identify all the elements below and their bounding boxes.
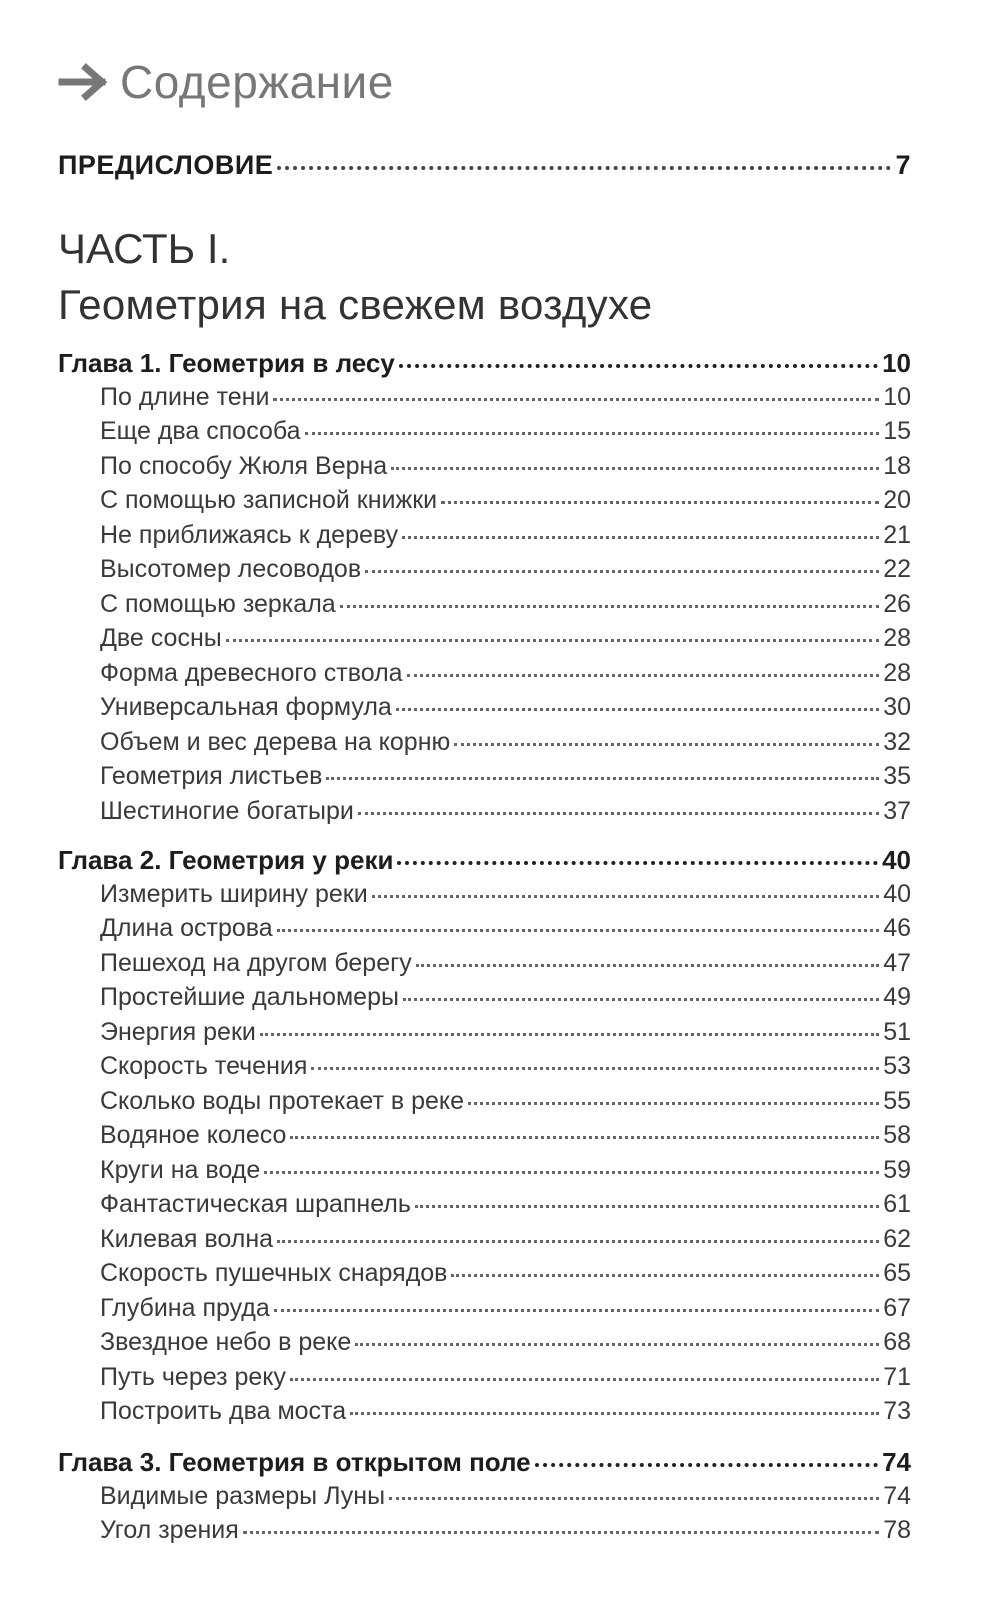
section-entry-label: Еще два способа [100,417,301,445]
section-entry[interactable] [100,1294,911,1323]
dot-leader [403,998,879,1001]
dot-leader [402,536,879,539]
section-entry-page: 10 [883,382,911,411]
section-entry-label: Звездное небо в реке [100,1328,352,1356]
section-entry-label: Фантастическая шрапнель [100,1190,411,1218]
section-entry[interactable] [100,1482,911,1511]
section-entry[interactable] [100,1225,911,1254]
chapter-entry-page: 74 [882,1447,911,1477]
section-entry-page: 28 [883,658,911,687]
section-entry-page: 74 [883,1481,911,1510]
dot-leader [415,1205,879,1208]
toc-title: Содержание [120,56,394,108]
dot-leader [277,929,879,932]
section-entry[interactable] [100,880,911,909]
dot-leader [273,398,879,401]
section-entry[interactable] [100,452,911,481]
dot-leader [407,674,880,677]
dot-leader [535,1463,878,1467]
section-entry-label: Объем и вес дерева на корню [100,727,451,756]
section-entry[interactable] [100,417,911,446]
section-entry-label: Измерить ширину реки [100,879,368,908]
section-entry-page: 40 [883,879,911,908]
dot-leader [290,1136,879,1139]
section-entry-label: Пешеход на другом берегу [100,948,412,977]
section-entry-page: 49 [883,983,911,1011]
section-entry-page: 51 [883,1017,911,1046]
section-entry-label: Круги на воде [100,1155,261,1184]
dot-leader [290,1378,879,1381]
section-entry-label: Водяное колесо [100,1121,287,1149]
section-entry-page: 20 [883,486,911,514]
dot-leader [326,777,879,780]
section-entry-page: 78 [883,1516,911,1544]
section-entry[interactable] [100,949,911,978]
section-entry[interactable] [100,797,911,826]
section-entry-label: Угол зрения [100,1516,239,1544]
dot-leader [277,166,891,170]
section-entry-page: 71 [883,1362,911,1391]
chapter-entry[interactable] [58,845,911,876]
dot-leader [264,1171,879,1174]
dot-leader [358,812,879,815]
section-entry-label: Две сосны [100,624,222,652]
chapter-entry[interactable] [58,1447,911,1478]
section-entry-label: Скорость пушечных снарядов [100,1259,448,1287]
section-entry[interactable] [100,1328,911,1357]
dot-leader [365,570,879,573]
section-entry-page: 26 [883,589,911,618]
section-entry-page: 73 [883,1397,911,1425]
section-entry-page: 22 [883,555,911,583]
dot-leader [260,1033,879,1036]
section-entry[interactable] [100,521,911,550]
right-arrow-icon [58,62,110,102]
toc-header [58,52,394,112]
section-entry-label: Скорость течения [100,1052,308,1080]
section-entry[interactable] [100,555,911,584]
dot-leader [468,1102,879,1105]
section-entry-label: С помощью записной книжки [100,486,438,514]
section-entry-label: С помощью зеркала [100,589,336,618]
section-entry[interactable] [100,590,911,619]
section-entry-page: 68 [883,1328,911,1356]
dot-leader [454,743,879,746]
section-entry-page: 67 [883,1293,911,1322]
section-entry-page: 18 [883,451,911,480]
dot-leader [277,1240,879,1243]
section-entry-label: Длина острова [100,914,273,942]
part-title: Геометрия на свежем воздухе [58,281,653,328]
section-entry-label: Килевая волна [100,1224,274,1253]
section-entry[interactable] [100,486,911,515]
section-entry-page: 58 [883,1121,911,1149]
section-entry-page: 37 [883,796,911,825]
dot-leader [391,467,879,470]
section-entry[interactable] [100,1397,911,1426]
section-entry[interactable] [100,762,911,791]
chapter-entry-page: 40 [882,845,911,875]
dot-leader [389,1497,879,1500]
section-entry[interactable] [100,1121,911,1150]
section-entry[interactable] [100,1190,911,1219]
dot-leader [441,501,879,504]
section-entry-label: Построить два моста [100,1397,347,1425]
section-entry[interactable] [100,659,911,688]
dot-leader [399,364,878,368]
section-entry-page: 53 [883,1052,911,1080]
section-entry[interactable] [100,1087,911,1116]
preface-page: 7 [895,150,911,180]
section-entry-page: 30 [883,693,911,721]
dot-leader [372,895,880,898]
section-entry-label: По длине тени [100,382,270,411]
section-entry-page: 59 [883,1155,911,1184]
section-entry-page: 35 [883,762,911,790]
dot-leader [396,708,879,711]
section-entry-label: Видимые размеры Луны [100,1481,386,1510]
section-entry[interactable] [100,1018,911,1047]
section-entry[interactable] [100,914,911,943]
section-entry-page: 47 [883,948,911,977]
section-entry[interactable] [100,1516,911,1545]
chapter-entry-label: Глава 1. Геометрия в лесу [58,348,395,378]
dot-leader [274,1309,879,1312]
dot-leader [311,1067,879,1070]
dot-leader [451,1274,879,1277]
dot-leader [350,1412,879,1415]
dot-leader [226,639,879,642]
dot-leader [243,1531,879,1534]
section-entry-label: По способу Жюля Верна [100,451,388,480]
section-entry-page: 28 [883,624,911,652]
section-entry-label: Глубина пруда [100,1293,270,1322]
section-entry-label: Геометрия листьев [100,762,323,790]
section-entry[interactable] [100,1259,911,1288]
chapter-entry-page: 10 [882,348,911,378]
dot-leader [355,1343,879,1346]
section-entry-label: Высотомер лесоводов [100,555,362,583]
section-entry[interactable] [100,624,911,653]
dot-leader [340,605,879,608]
chapter-entry[interactable] [58,348,911,379]
section-entry-page: 32 [883,727,911,756]
section-entry-label: Форма древесного ствола [100,658,403,687]
section-entry-label: Универсальная формула [100,693,392,721]
section-entry-page: 46 [883,914,911,942]
part-number: ЧАСТЬ I. [58,225,231,272]
section-entry-page: 61 [883,1190,911,1218]
section-entry-page: 21 [883,520,911,549]
dot-leader [416,964,879,967]
section-entry[interactable] [100,383,911,412]
section-entry-label: Энергия реки [100,1017,256,1046]
section-entry[interactable] [100,728,911,757]
section-entry-label: Путь через реку [100,1362,287,1391]
dot-leader [397,861,878,865]
section-entry-label: Не приближаясь к дереву [100,520,399,549]
section-entry[interactable] [100,1363,911,1392]
chapter-entry-label: Глава 2. Геометрия у реки [58,845,394,875]
preface-label: ПРЕДИСЛОВИЕ [58,150,274,180]
section-entry-page: 55 [883,1086,911,1115]
section-entry-label: Простейшие дальномеры [100,983,399,1011]
section-entry[interactable] [100,1052,911,1081]
section-entry-label: Сколько воды протекает в реке [100,1086,465,1115]
section-entry-page: 15 [883,417,911,445]
section-entry-page: 65 [883,1259,911,1287]
chapter-entry-label: Глава 3. Геометрия в открытом поле [58,1447,531,1477]
section-entry[interactable] [100,1156,911,1185]
section-entry[interactable] [100,983,911,1012]
section-entry-page: 62 [883,1224,911,1253]
section-entry[interactable] [100,693,911,722]
preface-entry[interactable] [58,150,911,181]
section-entry-label: Шестиногие богатыри [100,796,354,825]
dot-leader [305,432,880,435]
